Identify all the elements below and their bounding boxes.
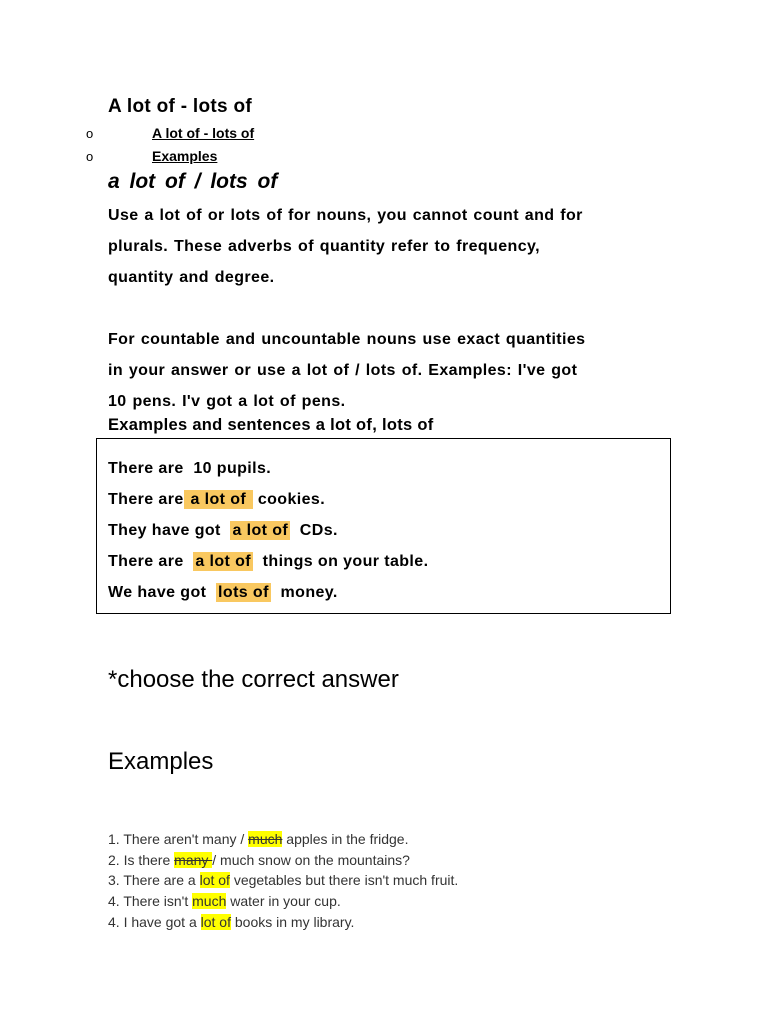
sentence-text: There are: [108, 491, 184, 508]
example-sentence: [108, 460, 271, 478]
item-text: apples in the fridge.: [282, 831, 409, 847]
item-text: 3. There are a: [108, 872, 200, 889]
example-sentence: [108, 522, 338, 540]
section-subheading: a lot of / lots of: [108, 170, 278, 193]
example-sentence: [108, 553, 428, 571]
sentence-text: There are: [108, 553, 194, 570]
highlighted-phrase: a lot of: [232, 522, 289, 539]
sentence-text: CDs.: [290, 522, 338, 539]
paragraph-line: quantity and degree.: [108, 269, 275, 286]
list-item: [108, 891, 458, 912]
list-item: [108, 912, 458, 933]
paragraph-line: Use a lot of or lots of for nouns, you cannot count and for: [108, 207, 583, 224]
sentence-text: things on your table.: [252, 553, 429, 570]
examples-box: [96, 438, 671, 614]
toc-item-a-lot-of[interactable]: [86, 125, 254, 141]
examples-title: Examples: [108, 748, 214, 775]
paragraph-line: plurals. These adverbs of quantity refer to frequency,: [108, 238, 540, 255]
page-title: A lot of - lots of: [108, 96, 252, 117]
bullet-circle-icon: o: [86, 126, 94, 141]
item-text: 1. There aren't many /: [108, 831, 249, 847]
sentence-text: They have got: [108, 522, 231, 539]
paragraph-line: For countable and uncountable nouns use exact quantities: [108, 331, 586, 348]
paragraph-countable: [108, 324, 708, 417]
item-text: 2. Is there: [108, 851, 175, 868]
examples-heading: Examples and sentences a lot of, lots of: [108, 416, 434, 434]
item-text: vegetables but there isn't much fruit.: [229, 872, 459, 889]
list-item: [108, 850, 458, 871]
toc-item-examples[interactable]: [86, 148, 217, 164]
highlighted-phrase: lots of: [218, 584, 269, 601]
sentence-text: There are 10 pupils.: [108, 460, 272, 477]
sentence-text: cookies.: [252, 491, 326, 508]
example-sentence: [108, 491, 325, 509]
sentence-text: We have got: [108, 584, 217, 601]
choose-heading: *choose the correct answer: [108, 666, 399, 693]
toc-link[interactable]: A lot of - lots of: [152, 125, 255, 141]
toc-link[interactable]: Examples: [152, 148, 218, 164]
item-text: books in my library.: [230, 913, 355, 930]
paragraph-usage: [108, 200, 708, 293]
struck-word: much: [248, 831, 283, 847]
highlighted-phrase: a lot of: [185, 491, 251, 508]
list-item: [108, 829, 458, 850]
sentence-text: money.: [270, 584, 338, 601]
highlighted-phrase: a lot of: [195, 553, 251, 570]
highlighted-word: lot of: [199, 872, 230, 889]
paragraph-line: 10 pens. I'v got a lot of pens.: [108, 393, 346, 410]
highlighted-word: lot of: [200, 913, 231, 930]
bullet-circle-icon: o: [86, 149, 94, 164]
item-text: 4. I have got a: [108, 913, 201, 930]
example-sentence: [108, 584, 338, 602]
item-text: water in your cup.: [226, 893, 341, 910]
highlighted-word: much: [192, 893, 227, 910]
exercise-list: [108, 829, 458, 933]
list-item: [108, 870, 458, 891]
paragraph-line: in your answer or use a lot of / lots of. Examples: I've got: [108, 362, 578, 379]
item-text: / much snow on the mountains?: [212, 851, 410, 868]
item-text: 4. There isn't: [108, 893, 193, 910]
struck-word: many: [174, 851, 213, 868]
